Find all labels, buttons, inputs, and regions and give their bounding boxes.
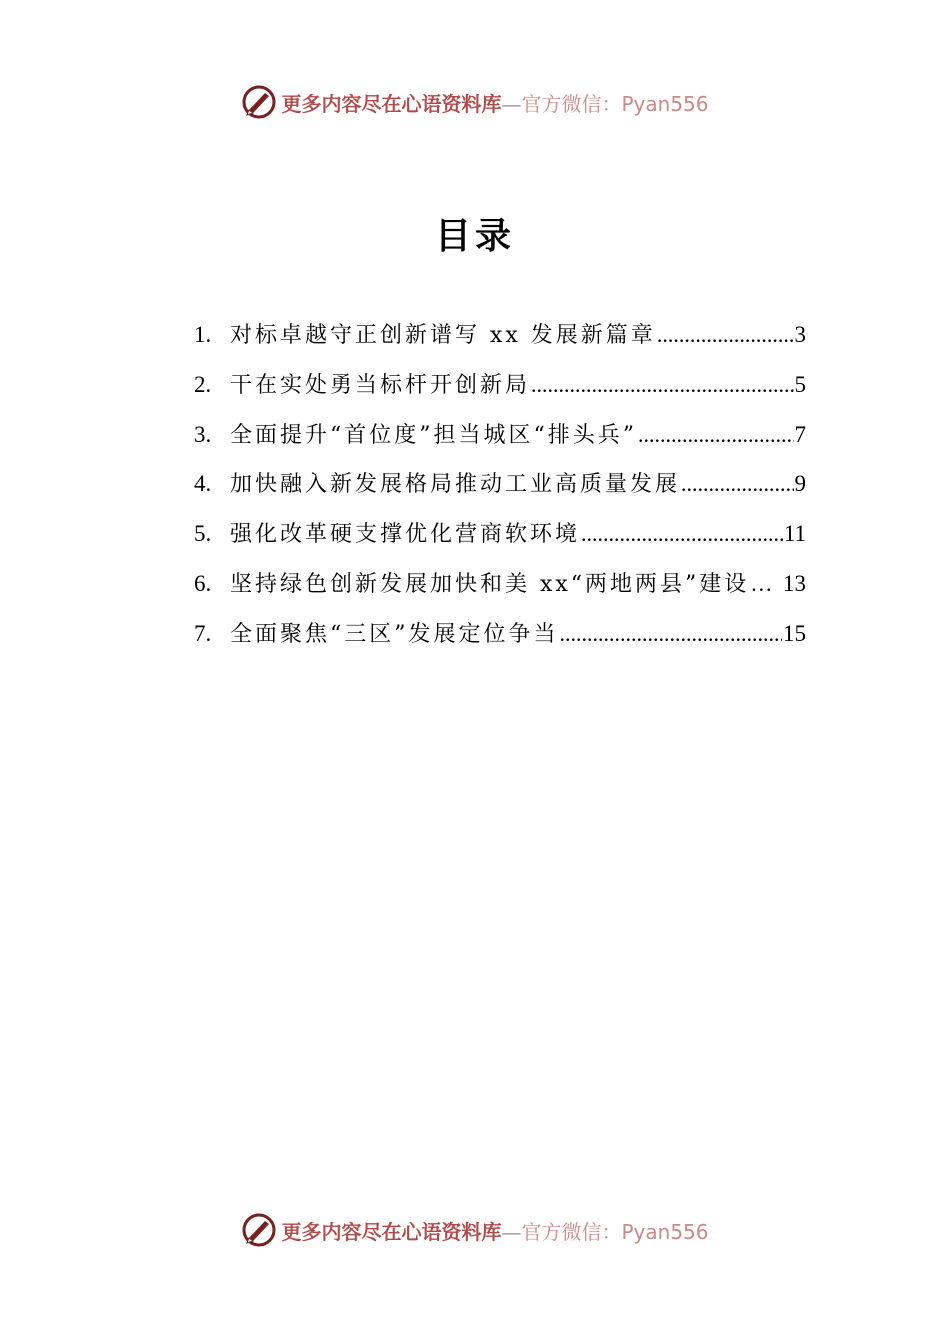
footer-watermark	[0, 1210, 950, 1250]
toc-page-number: 3	[794, 322, 806, 347]
toc-number: 7.	[194, 620, 212, 646]
toc-number: 2.	[194, 371, 212, 397]
toc-number: 4.	[194, 471, 212, 497]
toc-number: 3.	[194, 421, 212, 447]
toc-number: 1.	[194, 322, 212, 347]
toc-page-number: 5	[794, 371, 806, 397]
toc-item[interactable]	[194, 617, 806, 667]
toc-leader	[657, 322, 794, 348]
toc-leader	[638, 422, 794, 448]
toc-page-number: 11	[783, 521, 806, 547]
toc-title: 加快融入新发展格局推动工业高质量发展	[230, 472, 681, 498]
toc-title: 干在实处勇当标杆开创新局	[230, 372, 531, 398]
toc-title: 对标卓越守正创新谱写 xx 发展新篇章	[230, 323, 656, 348]
watermark-separator: —	[501, 1219, 522, 1244]
toc-page-number: 13	[783, 570, 806, 596]
toc-item[interactable]	[194, 318, 806, 368]
pen-circle-logo-icon	[241, 84, 277, 120]
toc-item[interactable]	[194, 517, 806, 567]
toc-item[interactable]	[194, 567, 806, 617]
watermark-brand: 更多内容尽在心语资料库	[281, 91, 502, 116]
toc-page-number: 9	[794, 471, 806, 497]
watermark-text	[281, 1216, 708, 1245]
toc-leader	[750, 571, 782, 597]
toc-item[interactable]	[194, 368, 806, 418]
toc-leader	[560, 621, 783, 647]
watermark-handle: Pyan556	[621, 1219, 709, 1244]
toc-page-number: 7	[794, 421, 806, 447]
watermark-handle: Pyan556	[621, 91, 709, 116]
watermark-brand: 更多内容尽在心语资料库	[281, 1219, 502, 1244]
toc-number: 5.	[194, 521, 212, 547]
toc-leader	[681, 471, 793, 497]
toc-item[interactable]	[194, 418, 806, 468]
watermark-contact: 官方微信：	[521, 91, 622, 116]
toc-title: 强化改革硬支撑优化营商软环境	[230, 522, 581, 548]
page-title: 目录	[434, 216, 515, 257]
table-of-contents	[194, 318, 806, 667]
watermark-contact: 官方微信：	[521, 1219, 622, 1244]
toc-leader	[581, 521, 783, 547]
toc-leader	[531, 372, 793, 398]
header-watermark	[0, 82, 950, 122]
toc-page-number: 15	[783, 620, 806, 646]
watermark-separator: —	[501, 91, 522, 116]
toc-title: 坚持绿色创新发展加快和美 xx“两地两县”建设	[230, 571, 750, 597]
pen-circle-logo-icon	[241, 1212, 277, 1248]
toc-item[interactable]	[194, 467, 806, 517]
watermark-text	[281, 88, 708, 117]
toc-title: 全面提升“首位度”担当城区“排头兵”	[230, 422, 637, 448]
toc-number: 6.	[194, 570, 212, 596]
toc-title: 全面聚焦“三区”发展定位争当	[230, 621, 559, 647]
